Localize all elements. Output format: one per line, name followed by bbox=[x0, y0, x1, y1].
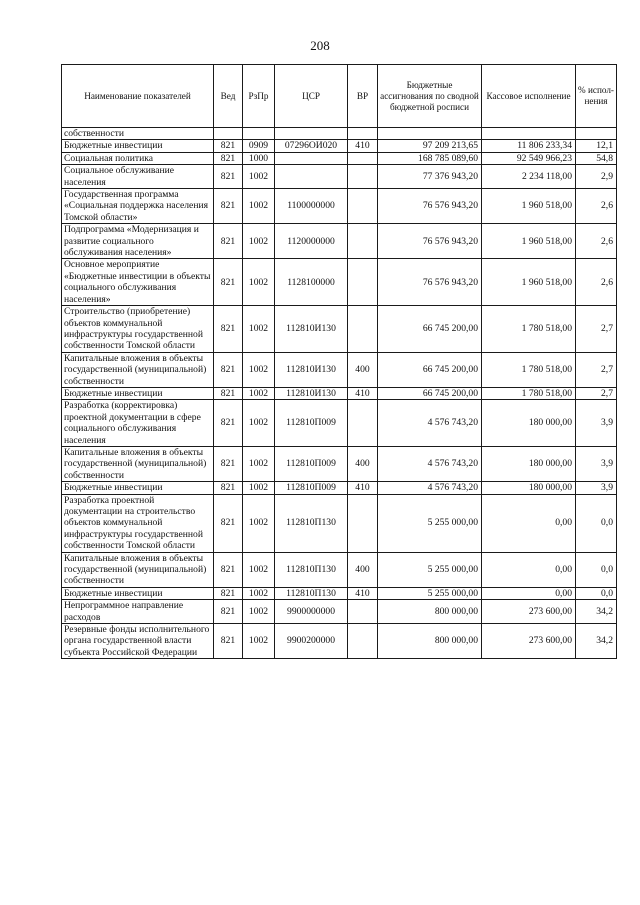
cell-csr: 1128100000 bbox=[275, 259, 348, 306]
cell-rzpr bbox=[243, 128, 275, 140]
header-csr: ЦСР bbox=[275, 65, 348, 128]
cell-vr: 410 bbox=[348, 482, 378, 494]
cell-pct: 0,0 bbox=[576, 494, 617, 552]
cell-pct: 2,7 bbox=[576, 352, 617, 387]
cell-kass: 180 000,00 bbox=[482, 446, 576, 481]
cell-kass: 180 000,00 bbox=[482, 400, 576, 447]
cell-ved: 821 bbox=[214, 387, 243, 399]
cell-vr: 400 bbox=[348, 552, 378, 587]
cell-name: Основное мероприятие «Бюджетные инвестиции в объекты социального обслуживания населения» bbox=[62, 259, 214, 306]
cell-rzpr: 1002 bbox=[243, 189, 275, 224]
cell-rzpr: 1002 bbox=[243, 494, 275, 552]
cell-ved: 821 bbox=[214, 400, 243, 447]
header-vr: ВР bbox=[348, 65, 378, 128]
cell-name: Капитальные вложения в объекты государственной (муниципальной) собственности bbox=[62, 552, 214, 587]
cell-vr: 400 bbox=[348, 352, 378, 387]
cell-pct: 2,6 bbox=[576, 224, 617, 259]
table-row bbox=[62, 189, 617, 224]
cell-rzpr: 1002 bbox=[243, 352, 275, 387]
cell-ved: 821 bbox=[214, 140, 243, 152]
cell-kass: 0,00 bbox=[482, 494, 576, 552]
cell-csr: 112810П130 bbox=[275, 494, 348, 552]
cell-plan: 800 000,00 bbox=[378, 600, 482, 624]
cell-name: Подпрограмма «Модернизация и развитие социального обслуживания населения» bbox=[62, 224, 214, 259]
cell-ved: 821 bbox=[214, 600, 243, 624]
cell-pct: 2,6 bbox=[576, 189, 617, 224]
cell-plan: 66 745 200,00 bbox=[378, 387, 482, 399]
cell-name: Бюджетные инвестиции bbox=[62, 587, 214, 599]
table-row bbox=[62, 494, 617, 552]
cell-name: Капитальные вложения в объекты государственной (муниципальной) собственности bbox=[62, 352, 214, 387]
cell-name: Бюджетные инвестиции bbox=[62, 140, 214, 152]
cell-plan: 4 576 743,20 bbox=[378, 400, 482, 447]
header-kass: Кассовое исполнение bbox=[482, 65, 576, 128]
header-rzpr: РзПр bbox=[243, 65, 275, 128]
cell-rzpr: 0909 bbox=[243, 140, 275, 152]
cell-ved: 821 bbox=[214, 352, 243, 387]
budget-execution-table bbox=[61, 64, 617, 659]
table-row bbox=[62, 352, 617, 387]
cell-vr bbox=[348, 259, 378, 306]
cell-pct: 0,0 bbox=[576, 552, 617, 587]
cell-kass: 92 549 966,23 bbox=[482, 152, 576, 164]
cell-name: Резервные фонды исполнительного органа государственной власти субъекта Российской Федерации bbox=[62, 624, 214, 659]
cell-plan: 4 576 743,20 bbox=[378, 446, 482, 481]
cell-csr: 112810П130 bbox=[275, 587, 348, 599]
header-row bbox=[62, 65, 617, 128]
budget-table-wrapper bbox=[61, 64, 616, 659]
cell-ved: 821 bbox=[214, 482, 243, 494]
cell-pct: 12,1 bbox=[576, 140, 617, 152]
cell-kass: 1 780 518,00 bbox=[482, 306, 576, 353]
cell-ved: 821 bbox=[214, 306, 243, 353]
cell-rzpr: 1002 bbox=[243, 552, 275, 587]
cell-rzpr: 1002 bbox=[243, 224, 275, 259]
cell-ved bbox=[214, 128, 243, 140]
cell-csr: 112810П009 bbox=[275, 400, 348, 447]
table-row bbox=[62, 128, 617, 140]
cell-kass: 180 000,00 bbox=[482, 482, 576, 494]
cell-name: Капитальные вложения в объекты государственной (муниципальной) собственности bbox=[62, 446, 214, 481]
cell-vr bbox=[348, 165, 378, 189]
cell-kass bbox=[482, 128, 576, 140]
cell-pct: 3,9 bbox=[576, 446, 617, 481]
cell-vr: 410 bbox=[348, 387, 378, 399]
cell-name: Непрограммное направление расходов bbox=[62, 600, 214, 624]
table-row bbox=[62, 165, 617, 189]
cell-plan: 4 576 743,20 bbox=[378, 482, 482, 494]
cell-name: Строительство (приобретение) объектов коммунальной инфраструктуры государственной собственности Томской области bbox=[62, 306, 214, 353]
cell-vr bbox=[348, 306, 378, 353]
cell-csr: 112810П009 bbox=[275, 482, 348, 494]
header-name: Наименование показателей bbox=[62, 65, 214, 128]
cell-pct: 2,6 bbox=[576, 259, 617, 306]
cell-rzpr: 1002 bbox=[243, 259, 275, 306]
cell-kass: 1 780 518,00 bbox=[482, 387, 576, 399]
cell-rzpr: 1002 bbox=[243, 306, 275, 353]
cell-csr: 112810И130 bbox=[275, 387, 348, 399]
cell-csr: 112810П009 bbox=[275, 446, 348, 481]
cell-csr bbox=[275, 165, 348, 189]
cell-vr bbox=[348, 128, 378, 140]
table-body bbox=[62, 128, 617, 659]
cell-plan: 5 255 000,00 bbox=[378, 587, 482, 599]
cell-csr bbox=[275, 152, 348, 164]
cell-name: Бюджетные инвестиции bbox=[62, 387, 214, 399]
table-row bbox=[62, 259, 617, 306]
cell-vr: 410 bbox=[348, 587, 378, 599]
cell-plan: 77 376 943,20 bbox=[378, 165, 482, 189]
cell-kass: 1 960 518,00 bbox=[482, 259, 576, 306]
cell-rzpr: 1000 bbox=[243, 152, 275, 164]
cell-ved: 821 bbox=[214, 587, 243, 599]
table-header bbox=[62, 65, 617, 128]
cell-kass: 0,00 bbox=[482, 552, 576, 587]
cell-plan: 5 255 000,00 bbox=[378, 494, 482, 552]
cell-rzpr: 1002 bbox=[243, 587, 275, 599]
cell-vr bbox=[348, 224, 378, 259]
cell-vr bbox=[348, 400, 378, 447]
table-row bbox=[62, 600, 617, 624]
cell-plan: 76 576 943,20 bbox=[378, 224, 482, 259]
cell-rzpr: 1002 bbox=[243, 624, 275, 659]
cell-csr: 9900200000 bbox=[275, 624, 348, 659]
cell-plan: 168 785 089,60 bbox=[378, 152, 482, 164]
cell-vr bbox=[348, 600, 378, 624]
cell-pct: 34,2 bbox=[576, 600, 617, 624]
cell-csr: 1120000000 bbox=[275, 224, 348, 259]
page-number: 208 bbox=[310, 38, 330, 53]
cell-ved: 821 bbox=[214, 624, 243, 659]
cell-plan: 66 745 200,00 bbox=[378, 306, 482, 353]
cell-plan: 800 000,00 bbox=[378, 624, 482, 659]
cell-vr: 410 bbox=[348, 140, 378, 152]
table-row bbox=[62, 387, 617, 399]
cell-pct: 3,9 bbox=[576, 400, 617, 447]
cell-plan: 76 576 943,20 bbox=[378, 259, 482, 306]
header-pct: % испол-нения bbox=[576, 65, 617, 128]
cell-kass: 273 600,00 bbox=[482, 624, 576, 659]
cell-rzpr: 1002 bbox=[243, 165, 275, 189]
cell-rzpr: 1002 bbox=[243, 387, 275, 399]
cell-name: Государственная программа «Социальная поддержка населения Томской области» bbox=[62, 189, 214, 224]
cell-csr: 112810И130 bbox=[275, 352, 348, 387]
cell-ved: 821 bbox=[214, 152, 243, 164]
cell-pct: 3,9 bbox=[576, 482, 617, 494]
cell-plan: 76 576 943,20 bbox=[378, 189, 482, 224]
cell-pct: 2,9 bbox=[576, 165, 617, 189]
cell-ved: 821 bbox=[214, 165, 243, 189]
cell-name: Разработка (корректировка) проектной документации в сфере социального обслуживания населения bbox=[62, 400, 214, 447]
header-plan: Бюджетные ассигнования по сводной бюджетной росписи bbox=[378, 65, 482, 128]
cell-csr: 07296ОИ020 bbox=[275, 140, 348, 152]
cell-rzpr: 1002 bbox=[243, 446, 275, 481]
cell-name: Разработка проектной документации на строительство объектов коммунальной инфраструктуры государственной собственности Томской области bbox=[62, 494, 214, 552]
cell-csr: 112810П130 bbox=[275, 552, 348, 587]
cell-pct: 54,8 bbox=[576, 152, 617, 164]
cell-kass: 1 960 518,00 bbox=[482, 224, 576, 259]
table-row bbox=[62, 400, 617, 447]
table-row bbox=[62, 306, 617, 353]
cell-csr bbox=[275, 128, 348, 140]
cell-pct: 34,2 bbox=[576, 624, 617, 659]
cell-vr bbox=[348, 189, 378, 224]
cell-kass: 2 234 118,00 bbox=[482, 165, 576, 189]
cell-ved: 821 bbox=[214, 224, 243, 259]
cell-kass: 1 780 518,00 bbox=[482, 352, 576, 387]
cell-vr bbox=[348, 624, 378, 659]
cell-pct: 2,7 bbox=[576, 306, 617, 353]
cell-vr bbox=[348, 152, 378, 164]
cell-rzpr: 1002 bbox=[243, 482, 275, 494]
table-row bbox=[62, 152, 617, 164]
cell-pct: 0,0 bbox=[576, 587, 617, 599]
cell-rzpr: 1002 bbox=[243, 400, 275, 447]
cell-pct: 2,7 bbox=[576, 387, 617, 399]
cell-kass: 1 960 518,00 bbox=[482, 189, 576, 224]
table-row bbox=[62, 446, 617, 481]
cell-csr: 1100000000 bbox=[275, 189, 348, 224]
cell-pct bbox=[576, 128, 617, 140]
table-row bbox=[62, 587, 617, 599]
cell-plan: 97 209 213,65 bbox=[378, 140, 482, 152]
cell-plan: 66 745 200,00 bbox=[378, 352, 482, 387]
cell-kass: 273 600,00 bbox=[482, 600, 576, 624]
cell-ved: 821 bbox=[214, 446, 243, 481]
cell-vr: 400 bbox=[348, 446, 378, 481]
cell-name: Бюджетные инвестиции bbox=[62, 482, 214, 494]
cell-plan: 5 255 000,00 bbox=[378, 552, 482, 587]
table-row bbox=[62, 624, 617, 659]
cell-rzpr: 1002 bbox=[243, 600, 275, 624]
cell-name: собственности bbox=[62, 128, 214, 140]
cell-kass: 0,00 bbox=[482, 587, 576, 599]
cell-name: Социальная политика bbox=[62, 152, 214, 164]
cell-csr: 9900000000 bbox=[275, 600, 348, 624]
cell-ved: 821 bbox=[214, 189, 243, 224]
cell-plan bbox=[378, 128, 482, 140]
cell-name: Социальное обслуживание населения bbox=[62, 165, 214, 189]
cell-ved: 821 bbox=[214, 552, 243, 587]
cell-ved: 821 bbox=[214, 259, 243, 306]
cell-csr: 112810И130 bbox=[275, 306, 348, 353]
cell-vr bbox=[348, 494, 378, 552]
cell-ved: 821 bbox=[214, 494, 243, 552]
header-ved: Вед bbox=[214, 65, 243, 128]
table-row bbox=[62, 552, 617, 587]
table-row bbox=[62, 482, 617, 494]
table-row bbox=[62, 224, 617, 259]
table-row bbox=[62, 140, 617, 152]
cell-kass: 11 806 233,34 bbox=[482, 140, 576, 152]
